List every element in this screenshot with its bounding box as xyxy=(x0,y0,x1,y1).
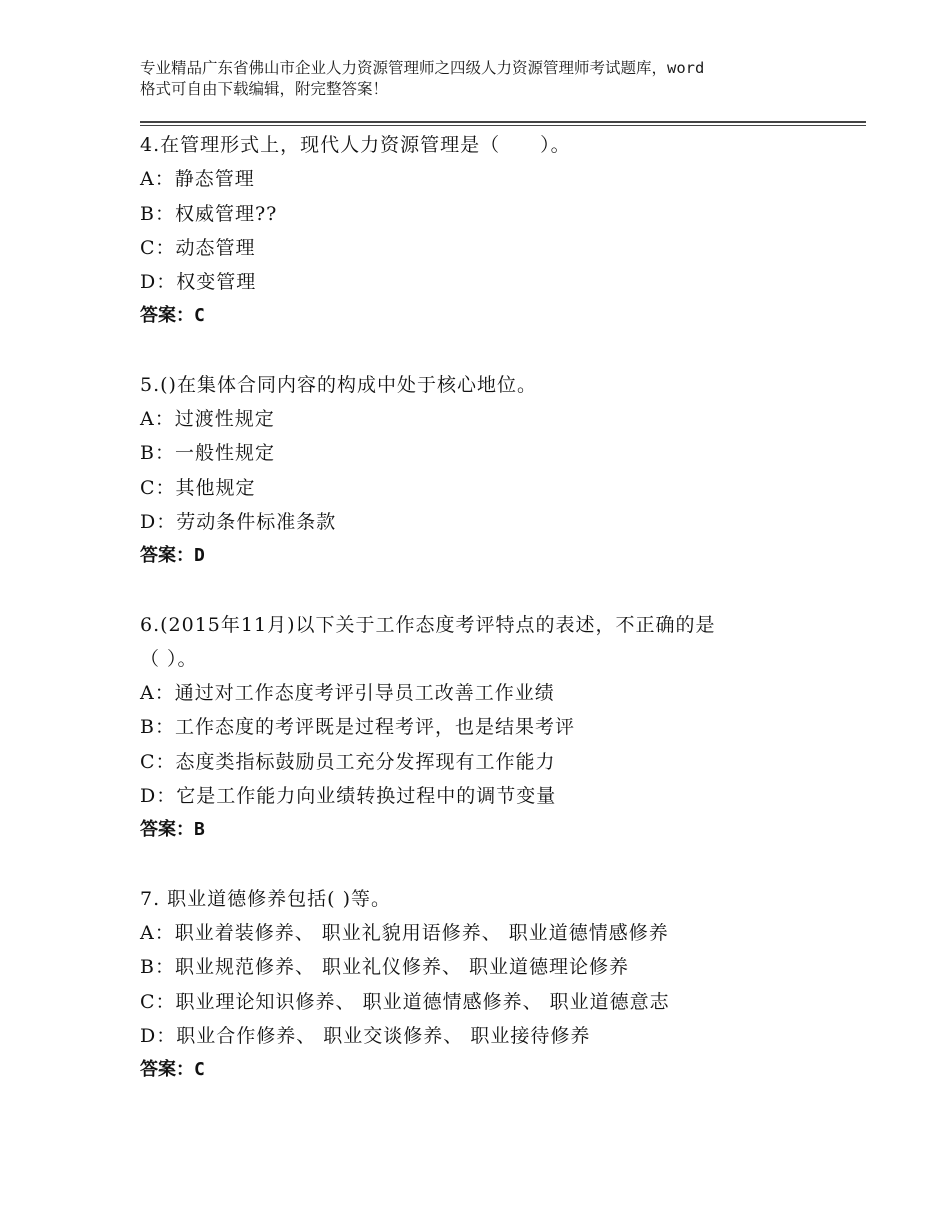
question-list xyxy=(140,128,866,1121)
header-divider xyxy=(140,121,866,123)
header-divider-thin xyxy=(140,125,866,126)
question-7 xyxy=(140,882,866,1088)
question-4 xyxy=(140,128,866,334)
question-stem: 5.()在集体合同内容的构成中处于核心地位。 xyxy=(140,373,537,396)
option-d: D：职业合作修养、 职业交谈修养、 职业接待修养 xyxy=(140,1024,591,1047)
option-d: D：权变管理 xyxy=(140,271,257,294)
option-a: A：静态管理 xyxy=(140,168,255,191)
option-d: D：它是工作能力向业绩转换过程中的调节变量 xyxy=(140,785,557,808)
option-a: A：过渡性规定 xyxy=(140,408,275,431)
option-c: C：其他规定 xyxy=(140,476,256,499)
header-line-2: 格式可自由下载编辑，附完整答案！ xyxy=(140,80,389,98)
option-a: A：职业着装修养、 职业礼貌用语修养、 职业道德情感修养 xyxy=(140,921,669,944)
option-b: B：工作态度的考评既是过程考评，也是结果考评 xyxy=(140,716,575,739)
question-5 xyxy=(140,368,866,574)
question-6 xyxy=(140,608,866,848)
option-b: B：权威管理?? xyxy=(140,202,278,225)
option-c: C：职业理论知识修养、 职业道德情感修养、 职业道德意志 xyxy=(140,990,670,1013)
answer-label: 答案：B xyxy=(140,819,205,841)
answer-label: 答案：D xyxy=(140,545,205,567)
option-c: C：动态管理 xyxy=(140,236,256,259)
document-header xyxy=(140,58,840,100)
answer-label: 答案：C xyxy=(140,1059,205,1081)
option-a: A：通过对工作态度考评引导员工改善工作业绩 xyxy=(140,682,555,705)
option-c: C：态度类指标鼓励员工充分发挥现有工作能力 xyxy=(140,750,556,773)
question-stem: 7. 职业道德修养包括( )等。 xyxy=(140,887,392,910)
header-line-1: 专业精品广东省佛山市企业人力资源管理师之四级人力资源管理师考试题库，word xyxy=(140,59,705,77)
answer-label: 答案：C xyxy=(140,305,205,327)
question-stem-continued: （ ）。 xyxy=(140,647,198,670)
question-stem: 4.在管理形式上，现代人力资源管理是（ ）。 xyxy=(140,134,571,156)
option-b: B：一般性规定 xyxy=(140,442,275,465)
question-stem: 6.(2015年11月)以下关于工作态度考评特点的表述，不正确的是 xyxy=(140,613,716,636)
option-d: D：劳动条件标准条款 xyxy=(140,510,337,533)
option-b: B：职业规范修养、 职业礼仪修养、 职业道德理论修养 xyxy=(140,956,630,979)
